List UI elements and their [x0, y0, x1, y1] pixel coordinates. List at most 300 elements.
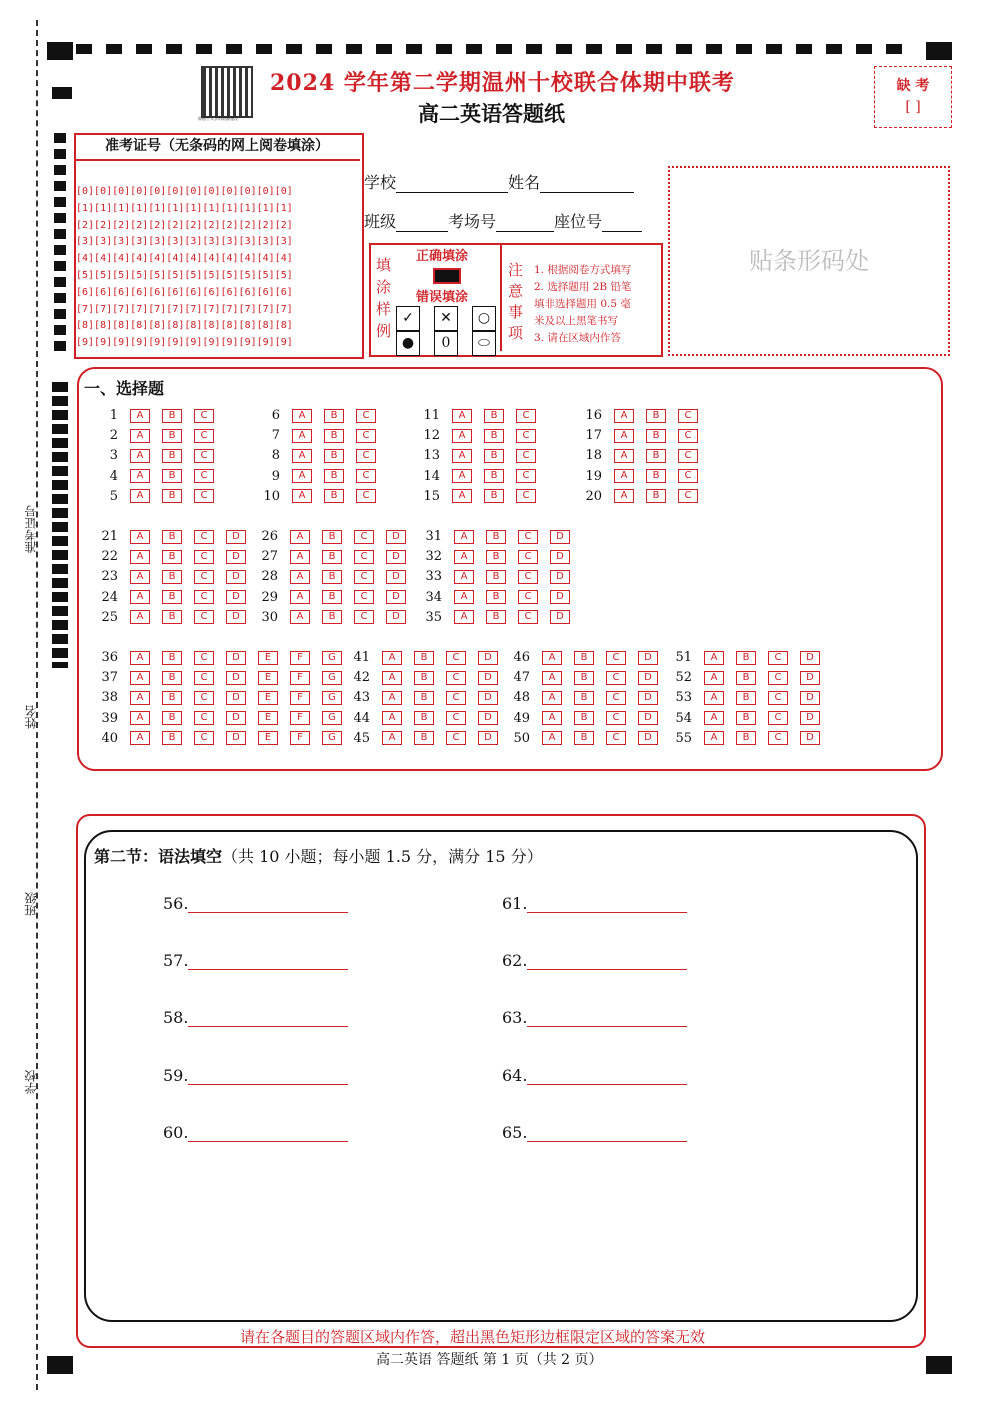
option-bubble[interactable]: D [226, 651, 246, 665]
option-bubble[interactable]: B [324, 489, 344, 503]
option-bubble[interactable]: G [322, 711, 342, 725]
option-bubble[interactable]: A [704, 711, 724, 725]
option-bubble[interactable]: C [194, 469, 214, 483]
option-bubble[interactable]: A [454, 610, 474, 624]
option-bubble[interactable]: B [414, 671, 434, 685]
id-digit-row[interactable]: [1][1][1][1][1][1][1][1][1][1][1][1] [76, 202, 293, 214]
option-bubble[interactable]: C [356, 449, 376, 463]
option-bubble[interactable]: B [736, 651, 756, 665]
option-bubble[interactable]: D [638, 671, 658, 685]
option-bubble[interactable]: C [194, 671, 214, 685]
option-bubble[interactable]: E [258, 671, 278, 685]
cross-mark-icon: ✕ [434, 306, 458, 331]
absent-box[interactable] [874, 66, 952, 128]
option-bubble[interactable]: A [130, 590, 150, 604]
question-row [672, 690, 820, 705]
grammar-answer-line[interactable] [502, 1066, 687, 1085]
option-bubble[interactable]: A [290, 530, 310, 544]
option-bubble[interactable]: C [678, 469, 698, 483]
option-bubble[interactable]: D [638, 731, 658, 745]
question-number: 10 [263, 488, 280, 504]
option-bubble[interactable]: C [194, 691, 214, 705]
option-bubble[interactable]: B [324, 449, 344, 463]
id-digit-row[interactable]: [0][0][0][0][0][0][0][0][0][0][0][0] [76, 186, 293, 197]
question-row [350, 650, 498, 665]
id-digit-row[interactable]: [5][5][5][5][5][5][5][5][5][5][5][5] [76, 270, 293, 281]
option-bubble[interactable]: A [614, 409, 634, 423]
option-bubble[interactable]: A [292, 409, 312, 423]
option-bubble[interactable]: C [354, 570, 374, 584]
id-digit-row[interactable]: [9][9][9][9][9][9][9][9][9][9][9][9] [76, 337, 293, 349]
answer-underline[interactable] [527, 1125, 687, 1142]
option-bubble[interactable]: D [478, 651, 498, 665]
option-bubble[interactable]: E [258, 731, 278, 745]
option-bubble[interactable]: D [226, 731, 246, 745]
option-bubble[interactable]: B [324, 429, 344, 443]
option-bubble[interactable]: D [386, 570, 406, 584]
option-bubble[interactable]: C [518, 550, 538, 564]
option-bubble[interactable]: B [574, 731, 594, 745]
option-bubble[interactable]: B [414, 651, 434, 665]
option-bubble[interactable]: C [446, 691, 466, 705]
option-bubble[interactable]: A [614, 429, 634, 443]
option-bubble[interactable]: C [194, 409, 214, 423]
answer-underline[interactable] [527, 1010, 687, 1027]
option-bubble[interactable]: D [550, 550, 570, 564]
grammar-answer-line[interactable] [163, 1008, 348, 1027]
option-bubble[interactable]: A [704, 691, 724, 705]
option-bubble[interactable]: A [382, 691, 402, 705]
option-bubble[interactable]: C [518, 530, 538, 544]
option-bubble[interactable]: A [542, 651, 562, 665]
option-bubble[interactable]: B [162, 570, 182, 584]
question-row [260, 448, 376, 463]
option-bubble[interactable]: D [226, 671, 246, 685]
option-bubble[interactable]: D [386, 590, 406, 604]
option-bubble[interactable]: B [162, 409, 182, 423]
option-bubble[interactable]: B [484, 449, 504, 463]
option-bubble[interactable]: D [550, 610, 570, 624]
answer-underline[interactable] [188, 1010, 348, 1027]
question-number: 47 [513, 670, 530, 686]
option-bubble[interactable]: B [736, 731, 756, 745]
option-bubble[interactable]: A [614, 489, 634, 503]
check-mark-icon: ✓ [396, 306, 420, 331]
option-bubble[interactable]: C [194, 429, 214, 443]
answer-underline[interactable] [188, 1125, 348, 1142]
option-bubble[interactable]: A [130, 711, 150, 725]
grammar-answer-line[interactable] [163, 1066, 348, 1085]
option-bubble[interactable]: A [130, 691, 150, 705]
option-bubble[interactable]: C [678, 489, 698, 503]
ellipse-mark-icon: ⬭ [472, 331, 496, 356]
option-bubble[interactable]: A [704, 731, 724, 745]
choice-timing-marks [52, 382, 68, 668]
option-bubble[interactable]: D [478, 691, 498, 705]
option-bubble[interactable]: E [258, 651, 278, 665]
absent-checkbox[interactable]: [ ] [905, 99, 921, 115]
option-bubble[interactable]: A [130, 449, 150, 463]
grammar-item-number: 61. [502, 894, 528, 913]
option-bubble[interactable]: C [516, 489, 536, 503]
option-bubble[interactable]: C [768, 711, 788, 725]
question-number: 35 [425, 609, 442, 625]
option-bubble[interactable]: C [516, 429, 536, 443]
option-bubble[interactable]: B [322, 610, 342, 624]
option-bubble[interactable]: C [516, 469, 536, 483]
page-footer: 高二英语 答题纸 第 1 页（共 2 页） [376, 1352, 603, 1368]
option-bubble[interactable]: D [478, 711, 498, 725]
option-bubble[interactable]: B [646, 429, 666, 443]
answer-underline[interactable] [527, 953, 687, 970]
answer-underline[interactable] [527, 896, 687, 913]
option-bubble[interactable]: C [194, 711, 214, 725]
question-number: 37 [101, 670, 118, 686]
id-digit-row[interactable]: [2][2][2][2][2][2][2][2][2][2][2][2] [76, 219, 293, 231]
id-digit-row[interactable]: [6][6][6][6][6][6][6][6][6][6][6][6] [76, 286, 293, 298]
option-bubble[interactable]: C [194, 590, 214, 604]
option-bubble[interactable]: A [382, 671, 402, 685]
option-bubble[interactable]: B [162, 429, 182, 443]
option-bubble[interactable]: E [258, 711, 278, 725]
option-bubble[interactable]: B [414, 711, 434, 725]
option-bubble[interactable]: C [606, 711, 626, 725]
option-bubble[interactable]: A [454, 590, 474, 604]
option-bubble[interactable]: D [226, 570, 246, 584]
option-bubble[interactable]: D [226, 610, 246, 624]
answer-underline[interactable] [188, 896, 348, 913]
option-bubble[interactable]: D [800, 651, 820, 665]
answer-notice: 请在各题目的答题区域内作答，超出黑色矩形边框限定区域的答案无效 [240, 1328, 706, 1346]
option-bubble[interactable]: D [226, 530, 246, 544]
option-bubble[interactable]: A [542, 691, 562, 705]
qr-caption: 原创个人学科资源建设 [198, 116, 238, 121]
option-bubble[interactable]: A [290, 550, 310, 564]
grammar-answer-line[interactable] [163, 951, 348, 970]
grammar-answer-line[interactable] [502, 1123, 687, 1142]
option-bubble[interactable]: A [290, 570, 310, 584]
option-bubble[interactable]: D [800, 671, 820, 685]
option-bubble[interactable]: D [550, 530, 570, 544]
option-bubble[interactable]: A [454, 530, 474, 544]
option-bubble[interactable]: C [356, 409, 376, 423]
option-bubble[interactable]: B [414, 731, 434, 745]
option-bubble[interactable]: B [162, 469, 182, 483]
option-bubble[interactable]: D [638, 651, 658, 665]
option-bubble[interactable]: A [382, 731, 402, 745]
option-bubble[interactable]: F [290, 711, 310, 725]
option-bubble[interactable]: C [446, 651, 466, 665]
option-bubble[interactable]: B [574, 671, 594, 685]
option-bubble[interactable]: B [322, 590, 342, 604]
option-bubble[interactable]: B [322, 550, 342, 564]
option-bubble[interactable]: F [290, 651, 310, 665]
option-bubble[interactable]: A [542, 711, 562, 725]
option-bubble[interactable]: C [446, 731, 466, 745]
question-number: 11 [423, 408, 440, 423]
option-bubble[interactable]: A [290, 610, 310, 624]
option-bubble[interactable]: B [162, 731, 182, 745]
option-bubble[interactable]: B [484, 429, 504, 443]
question-number: 8 [271, 448, 280, 464]
option-bubble[interactable]: B [162, 530, 182, 544]
corner-mark-tr [926, 42, 952, 60]
notes-label: 注意事项 [508, 261, 524, 342]
option-bubble[interactable]: C [606, 651, 626, 665]
grammar-item-number: 59. [163, 1065, 189, 1085]
option-bubble[interactable]: C [354, 590, 374, 604]
option-bubble[interactable]: A [130, 429, 150, 443]
option-bubble[interactable]: D [638, 691, 658, 705]
option-bubble[interactable]: D [800, 691, 820, 705]
id-digit-row[interactable]: [8][8][8][8][8][8][8][8][8][8][8][8] [76, 320, 293, 332]
option-bubble[interactable]: C [194, 449, 214, 463]
option-bubble[interactable]: C [194, 550, 214, 564]
option-bubble[interactable]: C [194, 570, 214, 584]
option-bubble[interactable]: C [446, 711, 466, 725]
question-number: 1 [109, 408, 118, 423]
class-field[interactable] [364, 209, 642, 232]
question-number: 27 [261, 549, 278, 565]
option-bubble[interactable]: B [486, 530, 506, 544]
option-bubble[interactable]: C [194, 651, 214, 665]
option-bubble[interactable]: B [736, 671, 756, 685]
option-bubble[interactable]: C [678, 449, 698, 463]
option-bubble[interactable]: A [292, 489, 312, 503]
option-bubble[interactable]: C [446, 671, 466, 685]
option-bubble[interactable]: D [800, 711, 820, 725]
option-bubble[interactable]: C [194, 610, 214, 624]
option-bubble[interactable]: C [354, 550, 374, 564]
grammar-answer-line[interactable] [163, 894, 348, 913]
option-bubble[interactable]: A [130, 469, 150, 483]
question-number: 36 [101, 650, 118, 665]
option-bubble[interactable]: C [518, 590, 538, 604]
option-bubble[interactable]: C [678, 429, 698, 443]
option-bubble[interactable]: C [194, 731, 214, 745]
option-bubble[interactable]: A [454, 550, 474, 564]
option-bubble[interactable]: B [162, 590, 182, 604]
option-bubble[interactable]: B [324, 469, 344, 483]
option-bubble[interactable]: B [736, 711, 756, 725]
option-bubble[interactable]: C [768, 671, 788, 685]
option-bubble[interactable]: A [130, 489, 150, 503]
option-bubble[interactable]: A [382, 651, 402, 665]
option-bubble[interactable]: A [452, 489, 472, 503]
option-bubble[interactable]: C [356, 429, 376, 443]
option-bubble[interactable]: C [516, 409, 536, 423]
option-bubble[interactable]: B [162, 671, 182, 685]
grammar-item-number: 57. [163, 951, 189, 971]
option-bubble[interactable]: A [452, 469, 472, 483]
option-bubble[interactable]: B [484, 409, 504, 423]
grammar-answer-line[interactable] [163, 1123, 348, 1142]
corner-mark-tl [47, 42, 73, 60]
fill-sample-label: 填涂样例 [376, 256, 392, 340]
option-bubble[interactable]: B [162, 711, 182, 725]
option-bubble[interactable]: F [290, 691, 310, 705]
option-bubble[interactable]: C [606, 731, 626, 745]
option-bubble[interactable]: D [226, 691, 246, 705]
option-bubble[interactable]: A [130, 610, 150, 624]
option-bubble[interactable]: G [322, 671, 342, 685]
question-number: 28 [261, 569, 278, 585]
option-bubble[interactable]: D [386, 530, 406, 544]
correct-fill-mark [433, 268, 461, 284]
option-bubble[interactable]: D [478, 731, 498, 745]
question-row [350, 711, 498, 726]
option-bubble[interactable]: B [574, 651, 594, 665]
option-bubble[interactable]: A [130, 651, 150, 665]
grammar-answer-line[interactable] [502, 951, 687, 970]
option-bubble[interactable]: B [736, 691, 756, 705]
option-bubble[interactable]: A [452, 429, 472, 443]
option-bubble[interactable]: A [292, 429, 312, 443]
option-bubble[interactable]: C [606, 691, 626, 705]
note-4: 米及以上黑笔书写 [534, 315, 618, 327]
corner-mark-br [926, 1356, 952, 1374]
option-bubble[interactable]: C [518, 610, 538, 624]
option-bubble[interactable]: A [130, 570, 150, 584]
option-bubble[interactable]: B [322, 570, 342, 584]
question-row [582, 448, 698, 463]
question-row [672, 650, 820, 665]
corner-mark-bl [47, 1356, 73, 1374]
option-bubble[interactable]: B [162, 691, 182, 705]
option-bubble[interactable]: A [292, 449, 312, 463]
option-bubble[interactable]: A [382, 711, 402, 725]
option-bubble[interactable]: A [704, 671, 724, 685]
option-bubble[interactable]: E [258, 691, 278, 705]
option-bubble[interactable]: B [414, 691, 434, 705]
option-bubble[interactable]: C [518, 570, 538, 584]
option-bubble[interactable]: D [226, 590, 246, 604]
option-bubble[interactable]: C [606, 671, 626, 685]
option-bubble[interactable]: C [354, 530, 374, 544]
option-bubble[interactable]: F [290, 731, 310, 745]
question-row [98, 670, 342, 685]
option-bubble[interactable]: A [292, 469, 312, 483]
option-bubble[interactable]: A [130, 409, 150, 423]
option-bubble[interactable]: D [638, 711, 658, 725]
option-bubble[interactable]: A [542, 671, 562, 685]
option-bubble[interactable]: B [646, 489, 666, 503]
question-row [672, 670, 820, 685]
option-bubble[interactable]: C [194, 489, 214, 503]
question-number: 50 [513, 730, 530, 746]
option-bubble[interactable]: D [550, 590, 570, 604]
option-bubble[interactable]: B [486, 550, 506, 564]
question-number: 19 [585, 468, 602, 484]
option-bubble[interactable]: G [322, 651, 342, 665]
question-row [422, 529, 570, 544]
option-bubble[interactable]: D [550, 570, 570, 584]
option-bubble[interactable]: B [646, 409, 666, 423]
question-number: 29 [261, 589, 278, 605]
option-bubble[interactable]: B [574, 711, 594, 725]
grammar-answer-line[interactable] [502, 894, 687, 913]
note-1: 1. 根据阅卷方式填写 [534, 264, 632, 276]
oval-mark-icon: 0 [434, 331, 458, 356]
option-bubble[interactable]: A [614, 449, 634, 463]
id-digit-row[interactable]: [3][3][3][3][3][3][3][3][3][3][3][3] [76, 236, 293, 248]
question-row [510, 670, 658, 685]
school-label: 学校 [364, 173, 397, 192]
option-bubble[interactable]: B [574, 691, 594, 705]
option-bubble[interactable]: A [130, 671, 150, 685]
option-bubble[interactable]: A [452, 409, 472, 423]
option-bubble[interactable]: C [768, 731, 788, 745]
question-row [510, 650, 658, 665]
option-bubble[interactable]: A [454, 570, 474, 584]
option-bubble[interactable]: A [452, 449, 472, 463]
option-bubble[interactable]: C [356, 489, 376, 503]
option-bubble[interactable]: B [486, 610, 506, 624]
option-bubble[interactable]: B [322, 530, 342, 544]
option-bubble[interactable]: B [162, 610, 182, 624]
option-bubble[interactable]: D [226, 711, 246, 725]
question-number: 48 [513, 690, 530, 706]
grammar-answer-line[interactable] [502, 1008, 687, 1027]
option-bubble[interactable]: B [646, 449, 666, 463]
question-row [98, 549, 246, 564]
option-bubble[interactable]: B [484, 469, 504, 483]
option-bubble[interactable]: A [130, 530, 150, 544]
school-field[interactable] [364, 170, 634, 193]
grammar-item-number: 62. [502, 951, 528, 971]
option-bubble[interactable]: B [162, 449, 182, 463]
grammar-title-bold: 第二节：语法填空 [94, 847, 223, 866]
option-bubble[interactable]: B [324, 409, 344, 423]
question-number: 2 [109, 428, 118, 444]
option-bubble[interactable]: B [162, 550, 182, 564]
answer-underline[interactable] [188, 1068, 348, 1085]
id-digit-row[interactable]: [4][4][4][4][4][4][4][4][4][4][4][4] [76, 253, 293, 265]
barcode-area: 贴条形码处 [668, 166, 950, 356]
option-bubble[interactable]: C [516, 449, 536, 463]
option-bubble[interactable]: D [800, 731, 820, 745]
option-bubble[interactable]: B [162, 489, 182, 503]
option-bubble[interactable]: B [486, 570, 506, 584]
option-bubble[interactable]: A [290, 590, 310, 604]
option-bubble[interactable]: C [768, 651, 788, 665]
id-digit-row[interactable]: [7][7][7][7][7][7][7][7][7][7][7][7] [76, 303, 293, 315]
option-bubble[interactable]: G [322, 691, 342, 705]
option-bubble[interactable]: A [130, 550, 150, 564]
option-bubble[interactable]: A [614, 469, 634, 483]
option-bubble[interactable]: D [386, 550, 406, 564]
option-bubble[interactable]: A [542, 731, 562, 745]
option-bubble[interactable]: A [704, 651, 724, 665]
option-bubble[interactable]: G [322, 731, 342, 745]
option-bubble[interactable]: B [484, 489, 504, 503]
option-bubble[interactable]: C [356, 469, 376, 483]
option-bubble[interactable]: C [194, 530, 214, 544]
option-bubble[interactable]: F [290, 671, 310, 685]
option-bubble[interactable]: C [354, 610, 374, 624]
option-bubble[interactable]: B [162, 651, 182, 665]
option-bubble[interactable]: A [130, 731, 150, 745]
option-bubble[interactable]: D [226, 550, 246, 564]
option-bubble[interactable]: C [768, 691, 788, 705]
option-bubble[interactable]: D [386, 610, 406, 624]
option-bubble[interactable]: D [478, 671, 498, 685]
option-bubble[interactable]: B [646, 469, 666, 483]
answer-underline[interactable] [527, 1068, 687, 1085]
option-bubble[interactable]: C [678, 409, 698, 423]
answer-underline[interactable] [188, 953, 348, 970]
option-bubble[interactable]: B [486, 590, 506, 604]
